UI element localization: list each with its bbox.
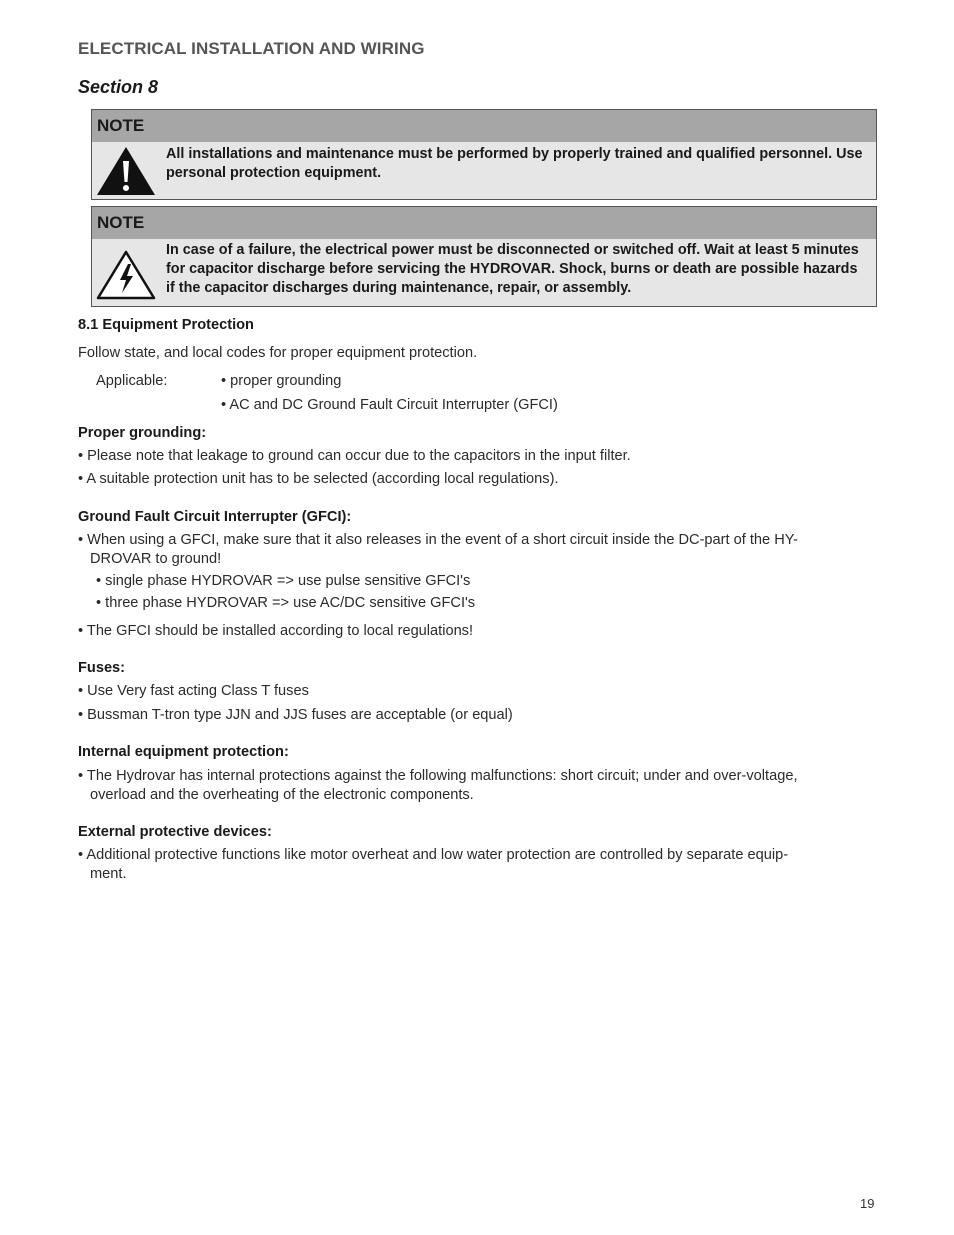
list-item: • The Hydrovar has internal protections against the following malfunctions: short circuit; under and over-voltage, (78, 768, 798, 784)
list-item: • AC and DC Ground Fault Circuit Interrupter (GFCI) (221, 397, 558, 413)
note-text: In case of a failure, the electrical power must be disconnected or switched off. Wait at least 5 minutes for capacitor discharge before servicing the HYDROVAR. Shock, burns or death are possible hazards if the capacitor discharges during maintenance, repair, or assembly. (166, 242, 859, 296)
note-heading: NOTE (92, 110, 876, 142)
subsection-heading: 8.1 Equipment Protection (78, 317, 254, 333)
applicable-label: Applicable: (96, 373, 168, 389)
list-item: • The GFCI should be installed according to local regulations! (78, 623, 474, 639)
gfci-heading: Ground Fault Circuit Interrupter (GFCI): (78, 509, 352, 525)
list-item: • proper grounding (221, 373, 342, 389)
intro-text: Follow state, and local codes for proper equipment protection. (78, 345, 478, 361)
external-protection-heading: External protective devices: (78, 824, 272, 840)
list-item: • Please note that leakage to ground can occur due to the capacitors in the input filter. (78, 448, 631, 464)
electrical-hazard-icon (95, 249, 157, 306)
warning-exclamation-icon (95, 145, 157, 202)
list-item-continuation: ment. (90, 866, 127, 882)
list-item-continuation: overload and the overheating of the electronic components. (90, 787, 474, 803)
list-item: • Use Very fast acting Class T fuses (78, 683, 309, 699)
list-item: • When using a GFCI, make sure that it also releases in the event of a short circuit inside the DC-part of the HY- (78, 532, 798, 548)
chapter-title: ELECTRICAL INSTALLATION AND WIRING (78, 39, 425, 58)
note-text: All installations and maintenance must be performed by properly trained and qualified personnel. Use personal protection equipment. (166, 146, 863, 181)
list-item-continuation: DROVAR to ground! (90, 551, 222, 567)
sub-list-item: • three phase HYDROVAR => use AC/DC sensitive GFCI's (96, 595, 476, 611)
list-item: • A suitable protection unit has to be selected (according local regulations). (78, 471, 559, 487)
internal-protection-heading: Internal equipment protection: (78, 744, 289, 760)
page-number: 19 (860, 1196, 875, 1211)
list-item: • Bussman T-tron type JJN and JJS fuses are acceptable (or equal) (78, 707, 513, 723)
section-label: Section 8 (78, 77, 159, 97)
list-item: • Additional protective functions like motor overheat and low water protection are controlled by separate equip- (78, 847, 789, 863)
note-box-electrical (91, 206, 877, 307)
sub-list-item: • single phase HYDROVAR => use pulse sensitive GFCI's (96, 573, 471, 589)
note-heading: NOTE (92, 207, 876, 239)
fuses-heading: Fuses: (78, 660, 126, 676)
proper-grounding-heading: Proper grounding: (78, 425, 207, 441)
note-box-safety (91, 109, 877, 200)
